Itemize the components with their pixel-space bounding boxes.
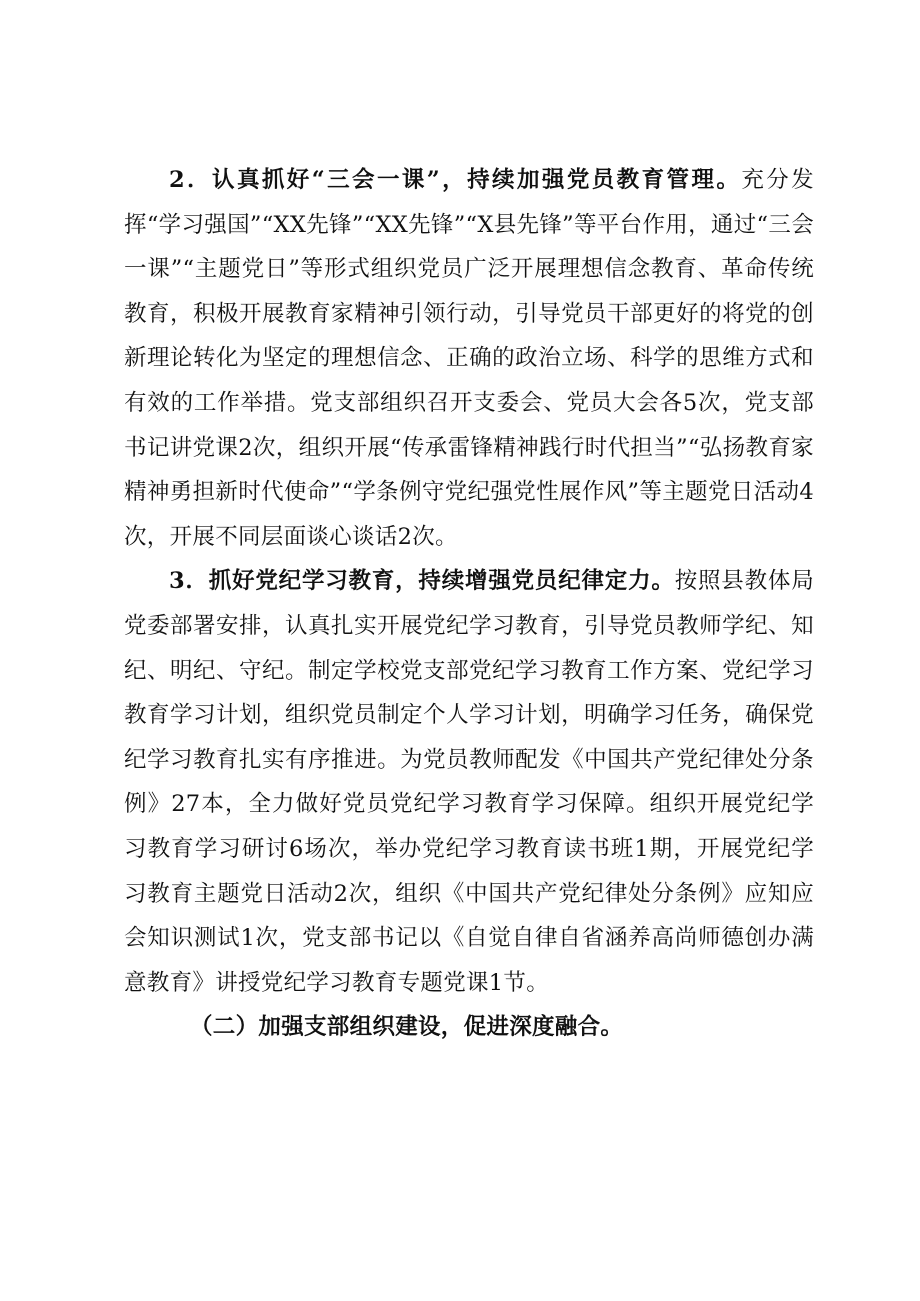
paragraph-lead: 3．抓好党纪学习教育，持续增强党员纪律定力。 bbox=[169, 568, 675, 595]
section-heading: （二）加强支部组织建设，促进深度融合。 bbox=[190, 1014, 624, 1041]
paragraph-party-education bbox=[124, 158, 814, 559]
paragraph-discipline-education bbox=[124, 559, 814, 1005]
paragraph-lead: 2．认真抓好“三会一课”，持续加强党员教育管理。 bbox=[169, 167, 742, 193]
paragraph-text: 充分发挥“学习强国”“XX先锋”“XX先锋”“X县先锋”等平台作用，通过“三会一课”“主题党日”等形式组织党员广泛开展理想信念教育、革命传统教育，积极开展教育家精神引领行动，引导党员干部更好的将党的创新理论转化为坚定的理想信念、正确的政治立场、科学的思维方式和有效的工作举措。党支部组织召开支委会、党员大会各5次，党支部书记讲党课2次，组织开展“传承雷锋精神践行时代担当”“弘扬教育家精神勇担新时代使命”“学条例守党纪强党性展作风”等主题党日活动4次，开展不同层面谈心谈话2次。 bbox=[124, 167, 814, 550]
paragraph-text: 按照县教体局党委部署安排，认真扎实开展党纪学习教育，引导党员教师学纪、知纪、明纪、守纪。制定学校党支部党纪学习教育工作方案、党纪学习教育学习计划，组织党员制定个人学习计划，明确学习任务，确保党纪学习教育扎实有序推进。为党员教师配发《中国共产党纪律处分条例》27本，全力做好党员党纪学习教育学习保障。组织开展党纪学习教育学习研讨6场次，举办党纪学习教育读书班1期，开展党纪学习教育主题党日活动2次，组织《中国共产党纪律处分条例》应知应会知识测试1次，党支部书记以《自觉自律自省涵养高尚师德创办满意教育》讲授党纪学习教育专题党课1节。 bbox=[124, 568, 814, 996]
document-body bbox=[124, 158, 814, 1050]
